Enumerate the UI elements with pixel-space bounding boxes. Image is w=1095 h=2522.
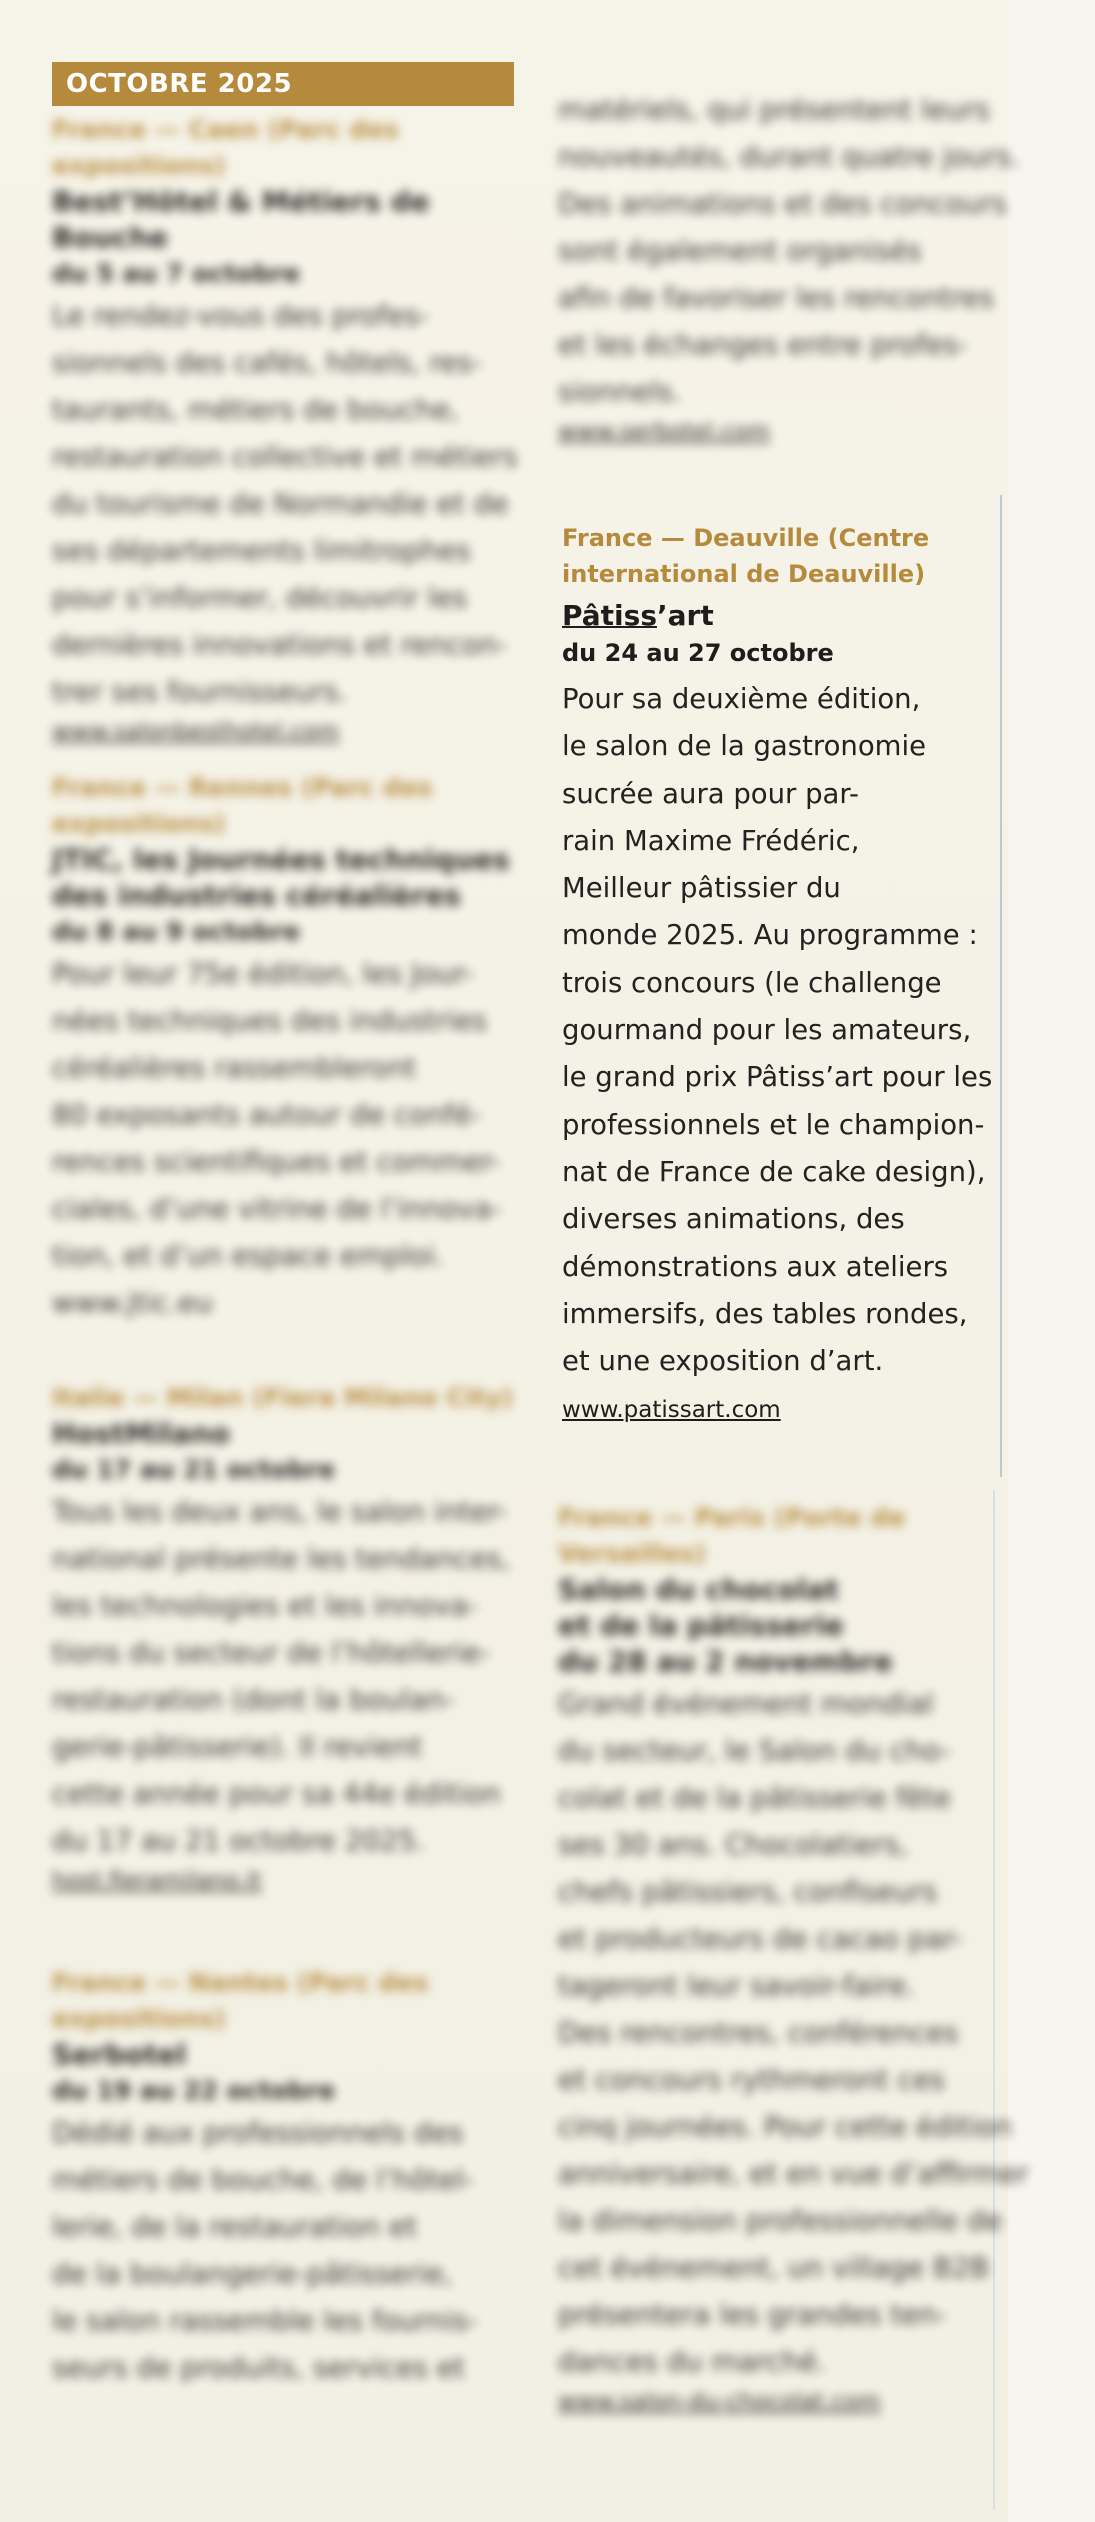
body-line: Le rendez-vous des profes- bbox=[52, 299, 430, 332]
event-location: France — Caen (Parc des expositions) bbox=[52, 115, 399, 180]
event-location: Italie — Milan (Fiera Milano City) bbox=[52, 1383, 514, 1412]
event-location bbox=[562, 520, 1002, 592]
body-line: tageront leur savoir-faire. bbox=[558, 1969, 915, 2002]
location-line: international de Deauville) bbox=[562, 560, 926, 588]
event-url[interactable]: www.serbotel.com bbox=[558, 419, 770, 445]
body-line: et concours rythmeront ces bbox=[558, 2063, 945, 2096]
body-line: Meilleur pâtissier du bbox=[562, 872, 841, 905]
body-line: du secteur, le Salon du cho- bbox=[558, 1734, 951, 1767]
body-line: restauration collective et métiers bbox=[52, 440, 518, 473]
body-line: Grand événement mondial bbox=[558, 1687, 934, 1720]
body-line: les technologies et les innova- bbox=[52, 1589, 478, 1622]
event-location: France — Rennes (Parc des expositions) bbox=[52, 773, 433, 838]
event-dates: du 24 au 27 octobre bbox=[562, 639, 834, 667]
body-line: Des rencontres, conférences bbox=[558, 2016, 959, 2049]
body-line: diverses animations, des bbox=[562, 1203, 905, 1236]
event-dates: du 17 au 21 octobre bbox=[52, 1455, 336, 1484]
event-name-rest: ’art bbox=[656, 599, 714, 632]
body-line: le grand prix Pâtiss’art pour les bbox=[562, 1061, 993, 1094]
event-name: HostMilano bbox=[52, 1417, 230, 1450]
body-line: Pour sa deuxième édition, bbox=[562, 683, 921, 715]
body-line: tion, et d’un espace emploi. bbox=[52, 1239, 444, 1272]
body-line: céréalières rassembleront bbox=[52, 1051, 417, 1084]
event-url[interactable]: host.fieramilano.it bbox=[52, 1868, 262, 1894]
event-name: Best’Hôtel & Métiers de Bouche bbox=[52, 185, 430, 254]
body-line: rences scientifiques et commer- bbox=[52, 1145, 501, 1178]
body-line: Des animations et des concours bbox=[558, 187, 1007, 220]
body-line: Pour leur 75e édition, les Jour- bbox=[52, 957, 474, 990]
body-line: anniversaire, et en vue d’affirmer bbox=[558, 2157, 1029, 2190]
body-line: démonstrations aux ateliers bbox=[562, 1250, 949, 1283]
event-name-underlined: Pâtiss bbox=[562, 599, 657, 632]
event-name bbox=[558, 1572, 1028, 1680]
body-line: trois concours (le challenge bbox=[562, 966, 942, 999]
event-entry-jtic bbox=[52, 770, 522, 1326]
body-line: pour s’informer, découvrir les bbox=[52, 581, 468, 614]
body-line: de la boulangerie-pâtisserie, bbox=[52, 2257, 453, 2290]
body-line: sucrée aura pour par- bbox=[562, 777, 859, 810]
body-line: nat de France de cake design), bbox=[562, 1155, 986, 1188]
body-line: et les échanges entre profes- bbox=[558, 328, 968, 361]
body-line: lerie, de la restauration et bbox=[52, 2210, 418, 2243]
body-line: Tous les deux ans, le salon inter- bbox=[52, 1495, 508, 1528]
body-line: taurants, métiers de bouche, bbox=[52, 393, 459, 426]
body-line: monde 2025. Au programme : bbox=[562, 919, 978, 952]
body-line: ses 30 ans. Chocolatiers, bbox=[558, 1828, 908, 1861]
body-line: dances du marché. bbox=[558, 2345, 826, 2378]
body-line: métiers de bouche, de l’hôtel- bbox=[52, 2163, 474, 2196]
body-line: cinq journées. Pour cette édition bbox=[558, 2110, 1013, 2143]
event-description bbox=[558, 1680, 1028, 2385]
event-url[interactable]: www.salon-du-chocolat.com bbox=[558, 2389, 881, 2415]
location-line: France — Deauville (Centre bbox=[562, 524, 930, 552]
body-line: la dimension professionnelle de bbox=[558, 2204, 1003, 2237]
body-line: professionnels et le champion- bbox=[562, 1108, 985, 1141]
event-entry-salon-du-chocolat bbox=[558, 1500, 1028, 2419]
event-entry-hostmilano bbox=[52, 1380, 522, 1898]
body-line: le salon rassemble les fournis- bbox=[52, 2304, 478, 2337]
event-url[interactable]: www.patissart.com bbox=[562, 1397, 781, 1424]
event-entry-serbotel bbox=[52, 1965, 522, 2391]
body-line: nées techniques des industries bbox=[52, 1004, 487, 1037]
body-line: dernières innovations et rencon- bbox=[52, 628, 507, 661]
serbotel-continuation bbox=[558, 86, 1028, 449]
body-line: présentera les grandes ten- bbox=[558, 2298, 947, 2331]
body-line: trer ses fournisseurs. bbox=[52, 675, 348, 708]
body-line: tions du secteur de l’hôtellerie- bbox=[52, 1636, 491, 1669]
body-line: ciales, d’une vitrine de l’innova- bbox=[52, 1192, 502, 1225]
body-line: et producteurs de cacao par- bbox=[558, 1922, 963, 1955]
body-line: matériels, qui présentent leurs bbox=[558, 93, 990, 126]
body-line: 80 exposants autour de confé- bbox=[52, 1098, 482, 1131]
event-description bbox=[52, 950, 522, 1326]
body-line: chefs pâtissiers, confiseurs bbox=[558, 1875, 938, 1908]
body-line: nouveautés, durant quatre jours. bbox=[558, 140, 1021, 173]
event-description bbox=[52, 2109, 522, 2391]
body-line: cet événement, un village B2B bbox=[558, 2251, 990, 2284]
event-name: Serbotel bbox=[52, 2038, 187, 2071]
month-label: OCTOBRE 2025 bbox=[66, 69, 293, 99]
body-line: colat et de la pâtisserie fête bbox=[558, 1781, 951, 1814]
body-line: www.jtic.eu bbox=[52, 1286, 213, 1319]
body-line: restauration (dont la boulan- bbox=[52, 1683, 455, 1716]
event-description bbox=[558, 86, 1028, 415]
event-location: France — Nantes (Parc des expositions) bbox=[52, 1968, 429, 2033]
body-line: ses départements limitrophes bbox=[52, 534, 471, 567]
event-dates: du 5 au 7 octobre bbox=[52, 259, 301, 288]
body-line: du tourisme de Normandie et de bbox=[52, 487, 509, 520]
name-line: du 28 au 2 novembre bbox=[558, 1645, 893, 1678]
body-line: gourmand pour les amateurs, bbox=[562, 1014, 972, 1047]
event-url[interactable]: www.salonbesthotel.com bbox=[52, 719, 340, 745]
event-dates: du 19 au 22 octobre bbox=[52, 2076, 336, 2105]
event-entry-patissart bbox=[562, 520, 1002, 1427]
name-line: et de la pâtisserie bbox=[558, 1609, 844, 1642]
event-name: JTIC, les Journées techniques des industries céréalières bbox=[52, 843, 510, 912]
event-description bbox=[52, 1488, 522, 1864]
month-banner bbox=[52, 62, 514, 106]
body-line: Dédié aux professionnels des bbox=[52, 2116, 464, 2149]
body-line: seurs de produits, services et bbox=[52, 2351, 465, 2384]
body-line: sionnels. bbox=[558, 375, 682, 408]
event-entry-best-hotel bbox=[52, 112, 522, 749]
body-line: sionnels des cafés, hôtels, res- bbox=[52, 346, 483, 379]
body-line: sont également organisés bbox=[558, 234, 922, 267]
event-name bbox=[562, 596, 1002, 636]
body-line: et une exposition d’art. bbox=[562, 1345, 884, 1378]
event-description bbox=[562, 676, 1002, 1385]
body-line: le salon de la gastronomie bbox=[562, 730, 927, 763]
event-description bbox=[52, 292, 522, 715]
body-line: national présente les tendances, bbox=[52, 1542, 511, 1575]
body-line: du 17 au 21 octobre 2025. bbox=[52, 1824, 425, 1857]
body-line: rain Maxime Frédéric, bbox=[562, 824, 860, 857]
body-line: gerie-pâtisserie). Il revient bbox=[52, 1730, 423, 1763]
event-location: France — Paris (Porte de Versailles) bbox=[558, 1503, 906, 1568]
body-line: immersifs, des tables rondes, bbox=[562, 1297, 968, 1330]
body-line: afin de favoriser les rencontres bbox=[558, 281, 994, 314]
body-line: cette année pour sa 44e édition bbox=[52, 1777, 501, 1810]
name-line: Salon du chocolat bbox=[558, 1573, 839, 1606]
event-dates: du 8 au 9 octobre bbox=[52, 917, 301, 946]
